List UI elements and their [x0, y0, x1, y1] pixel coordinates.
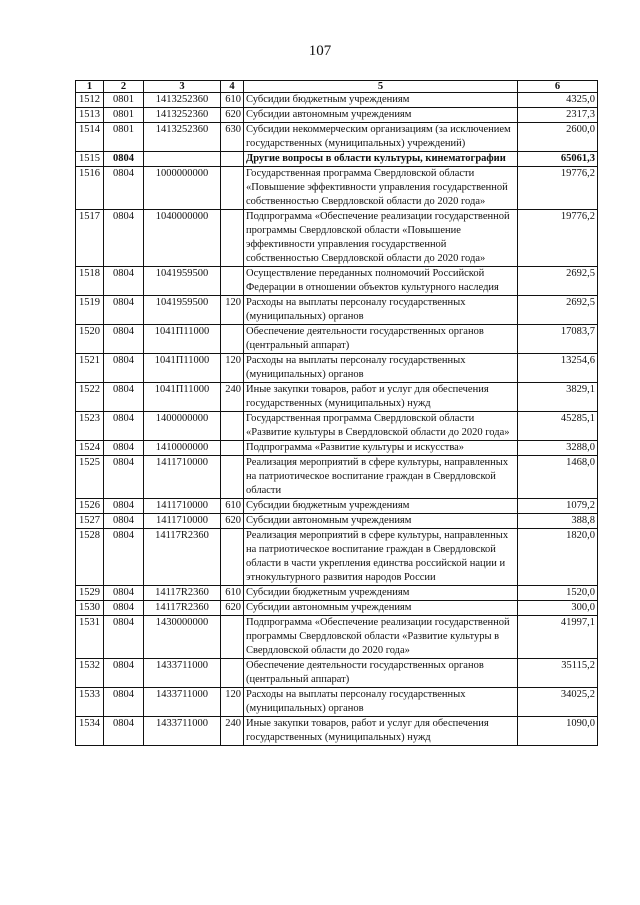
section-code-cell: 0804	[104, 456, 144, 499]
row-number-cell: 1520	[76, 325, 104, 354]
amount-cell: 2317,3	[518, 108, 598, 123]
row-number-cell: 1513	[76, 108, 104, 123]
budget-table	[75, 80, 598, 746]
table-row	[76, 412, 598, 441]
amount-cell: 41997,1	[518, 616, 598, 659]
expense-type-cell: 610	[221, 93, 244, 108]
item-name-cell: Субсидии бюджетным учреждениям	[244, 93, 518, 108]
expense-type-cell	[221, 616, 244, 659]
section-code-cell: 0804	[104, 267, 144, 296]
item-name-cell: Субсидии автономным учреждениям	[244, 108, 518, 123]
row-number-cell: 1518	[76, 267, 104, 296]
table-row	[76, 325, 598, 354]
row-number-cell: 1515	[76, 152, 104, 167]
item-name-cell: Субсидии некоммерческим организациям (за исключением государственных (муниципальных) учреждений)	[244, 123, 518, 152]
table-row	[76, 659, 598, 688]
row-number-cell: 1512	[76, 93, 104, 108]
item-name-cell: Иные закупки товаров, работ и услуг для обеспечения государственных (муниципальных) нужд	[244, 717, 518, 746]
section-code-cell: 0804	[104, 514, 144, 529]
section-code-cell: 0804	[104, 688, 144, 717]
section-code-cell: 0801	[104, 123, 144, 152]
row-number-cell: 1514	[76, 123, 104, 152]
target-item-code-cell: 14117R2360	[144, 529, 221, 586]
amount-cell: 388,8	[518, 514, 598, 529]
column-header: 2	[104, 81, 144, 93]
item-name-cell: Реализация мероприятий в сфере культуры, направленных на патриотическое воспитание граждан в Свердловской области в части укрепления единства российской нации и этнокультурного развития народов России	[244, 529, 518, 586]
row-number-cell: 1527	[76, 514, 104, 529]
expense-type-cell	[221, 659, 244, 688]
column-header: 1	[76, 81, 104, 93]
table-row	[76, 514, 598, 529]
table-row	[76, 529, 598, 586]
table-row	[76, 152, 598, 167]
amount-cell: 45285,1	[518, 412, 598, 441]
expense-type-cell	[221, 456, 244, 499]
table-row	[76, 296, 598, 325]
amount-cell: 3288,0	[518, 441, 598, 456]
amount-cell: 3829,1	[518, 383, 598, 412]
table-row	[76, 441, 598, 456]
table-row	[76, 210, 598, 267]
target-item-code-cell: 1400000000	[144, 412, 221, 441]
target-item-code-cell: 1413252360	[144, 108, 221, 123]
expense-type-cell: 620	[221, 108, 244, 123]
table-header-row	[76, 81, 598, 93]
target-item-code-cell: 14117R2360	[144, 586, 221, 601]
item-name-cell: Иные закупки товаров, работ и услуг для обеспечения государственных (муниципальных) нужд	[244, 383, 518, 412]
target-item-code-cell: 1411710000	[144, 514, 221, 529]
row-number-cell: 1516	[76, 167, 104, 210]
table-body	[76, 93, 598, 746]
expense-type-cell: 630	[221, 123, 244, 152]
expense-type-cell	[221, 441, 244, 456]
expense-type-cell	[221, 529, 244, 586]
expense-type-cell	[221, 267, 244, 296]
table-row	[76, 688, 598, 717]
section-code-cell: 0804	[104, 152, 144, 167]
amount-cell: 4325,0	[518, 93, 598, 108]
column-header: 4	[221, 81, 244, 93]
amount-cell: 2692,5	[518, 267, 598, 296]
column-header: 5	[244, 81, 518, 93]
table-row	[76, 108, 598, 123]
target-item-code-cell: 1041959500	[144, 296, 221, 325]
item-name-cell: Расходы на выплаты персоналу государственных (муниципальных) органов	[244, 296, 518, 325]
column-header: 3	[144, 81, 221, 93]
target-item-code-cell	[144, 152, 221, 167]
section-code-cell: 0804	[104, 325, 144, 354]
expense-type-cell: 240	[221, 383, 244, 412]
row-number-cell: 1530	[76, 601, 104, 616]
target-item-code-cell: 1413252360	[144, 123, 221, 152]
amount-cell: 17083,7	[518, 325, 598, 354]
target-item-code-cell: 1000000000	[144, 167, 221, 210]
amount-cell: 19776,2	[518, 167, 598, 210]
target-item-code-cell: 1433711000	[144, 717, 221, 746]
table-row	[76, 267, 598, 296]
amount-cell: 1090,0	[518, 717, 598, 746]
table-row	[76, 717, 598, 746]
row-number-cell: 1528	[76, 529, 104, 586]
row-number-cell: 1529	[76, 586, 104, 601]
section-code-cell: 0804	[104, 210, 144, 267]
row-number-cell: 1534	[76, 717, 104, 746]
target-item-code-cell: 1041П11000	[144, 325, 221, 354]
section-code-cell: 0801	[104, 93, 144, 108]
amount-cell: 2600,0	[518, 123, 598, 152]
row-number-cell: 1517	[76, 210, 104, 267]
amount-cell: 34025,2	[518, 688, 598, 717]
target-item-code-cell: 1040000000	[144, 210, 221, 267]
amount-cell: 19776,2	[518, 210, 598, 267]
amount-cell: 65061,3	[518, 152, 598, 167]
table-row	[76, 616, 598, 659]
row-number-cell: 1532	[76, 659, 104, 688]
row-number-cell: 1531	[76, 616, 104, 659]
section-code-cell: 0804	[104, 354, 144, 383]
row-number-cell: 1533	[76, 688, 104, 717]
table-row	[76, 383, 598, 412]
target-item-code-cell: 14117R2360	[144, 601, 221, 616]
target-item-code-cell: 1430000000	[144, 616, 221, 659]
item-name-cell: Другие вопросы в области культуры, кинематографии	[244, 152, 518, 167]
expense-type-cell: 610	[221, 586, 244, 601]
section-code-cell: 0804	[104, 659, 144, 688]
expense-type-cell: 610	[221, 499, 244, 514]
row-number-cell: 1522	[76, 383, 104, 412]
expense-type-cell: 120	[221, 296, 244, 325]
item-name-cell: Подпрограмма «Развитие культуры и искусства»	[244, 441, 518, 456]
expense-type-cell: 120	[221, 354, 244, 383]
expense-type-cell	[221, 325, 244, 354]
amount-cell: 35115,2	[518, 659, 598, 688]
expense-type-cell: 620	[221, 601, 244, 616]
item-name-cell: Государственная программа Свердловской области «Повышение эффективности управления государственной собственностью Свердловской области до 2020 года»	[244, 167, 518, 210]
section-code-cell: 0804	[104, 529, 144, 586]
target-item-code-cell: 1433711000	[144, 659, 221, 688]
expense-type-cell	[221, 152, 244, 167]
section-code-cell: 0804	[104, 412, 144, 441]
amount-cell: 13254,6	[518, 354, 598, 383]
item-name-cell: Расходы на выплаты персоналу государственных (муниципальных) органов	[244, 688, 518, 717]
item-name-cell: Субсидии бюджетным учреждениям	[244, 499, 518, 514]
row-number-cell: 1525	[76, 456, 104, 499]
target-item-code-cell: 1041П11000	[144, 354, 221, 383]
amount-cell: 1468,0	[518, 456, 598, 499]
page-number: 107	[308, 43, 332, 59]
item-name-cell: Обеспечение деятельности государственных органов (центральный аппарат)	[244, 659, 518, 688]
amount-cell: 2692,5	[518, 296, 598, 325]
target-item-code-cell: 1413252360	[144, 93, 221, 108]
section-code-cell: 0804	[104, 383, 144, 412]
section-code-cell: 0804	[104, 441, 144, 456]
item-name-cell: Субсидии автономным учреждениям	[244, 601, 518, 616]
row-number-cell: 1523	[76, 412, 104, 441]
section-code-cell: 0804	[104, 499, 144, 514]
amount-cell: 1820,0	[518, 529, 598, 586]
table-row	[76, 354, 598, 383]
section-code-cell: 0804	[104, 717, 144, 746]
item-name-cell: Подпрограмма «Обеспечение реализации государственной программы Свердловской области «Повышение эффективности управления государственной собственностью Свердловской области до 2020 года»	[244, 210, 518, 267]
item-name-cell: Субсидии бюджетным учреждениям	[244, 586, 518, 601]
target-item-code-cell: 1411710000	[144, 499, 221, 514]
row-number-cell: 1521	[76, 354, 104, 383]
item-name-cell: Расходы на выплаты персоналу государственных (муниципальных) органов	[244, 354, 518, 383]
row-number-cell: 1519	[76, 296, 104, 325]
amount-cell: 300,0	[518, 601, 598, 616]
table-row	[76, 167, 598, 210]
item-name-cell: Субсидии автономным учреждениям	[244, 514, 518, 529]
item-name-cell: Осуществление переданных полномочий Российской Федерации в отношении объектов культурного наследия	[244, 267, 518, 296]
target-item-code-cell: 1410000000	[144, 441, 221, 456]
amount-cell: 1520,0	[518, 586, 598, 601]
expense-type-cell	[221, 167, 244, 210]
row-number-cell: 1524	[76, 441, 104, 456]
amount-cell: 1079,2	[518, 499, 598, 514]
row-number-cell: 1526	[76, 499, 104, 514]
expense-type-cell	[221, 412, 244, 441]
expense-type-cell: 240	[221, 717, 244, 746]
table-row	[76, 456, 598, 499]
target-item-code-cell: 1041959500	[144, 267, 221, 296]
section-code-cell: 0804	[104, 296, 144, 325]
item-name-cell: Обеспечение деятельности государственных органов (центральный аппарат)	[244, 325, 518, 354]
table-row	[76, 499, 598, 514]
item-name-cell: Реализация мероприятий в сфере культуры, направленных на патриотическое воспитание граждан в Свердловской области	[244, 456, 518, 499]
section-code-cell: 0804	[104, 601, 144, 616]
target-item-code-cell: 1433711000	[144, 688, 221, 717]
section-code-cell: 0804	[104, 167, 144, 210]
target-item-code-cell: 1041П11000	[144, 383, 221, 412]
table-row	[76, 601, 598, 616]
expense-type-cell: 120	[221, 688, 244, 717]
section-code-cell: 0804	[104, 616, 144, 659]
table-row	[76, 93, 598, 108]
item-name-cell: Государственная программа Свердловской области «Развитие культуры в Свердловской области до 2020 года»	[244, 412, 518, 441]
item-name-cell: Подпрограмма «Обеспечение реализации государственной программы Свердловской области «Развитие культуры в Свердловской области до 2020 года»	[244, 616, 518, 659]
target-item-code-cell: 1411710000	[144, 456, 221, 499]
expense-type-cell: 620	[221, 514, 244, 529]
section-code-cell: 0801	[104, 108, 144, 123]
table-row	[76, 123, 598, 152]
table-row	[76, 586, 598, 601]
section-code-cell: 0804	[104, 586, 144, 601]
expense-type-cell	[221, 210, 244, 267]
column-header: 6	[518, 81, 598, 93]
